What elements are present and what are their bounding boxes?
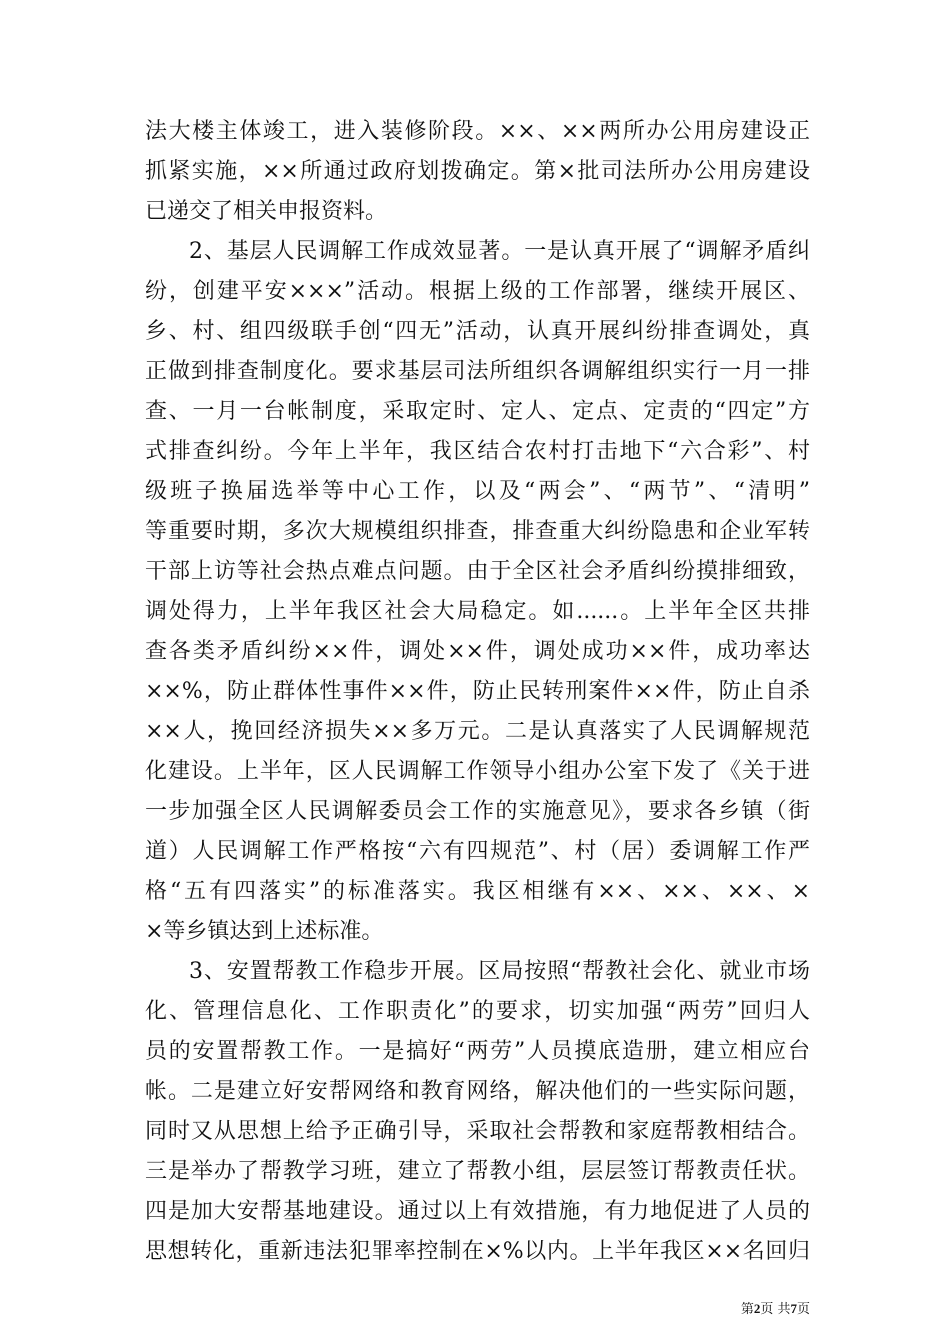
paragraph-start-line: 2、基层人民调解工作成效显著。一是认真开展了“调解矛盾纠 (189, 239, 810, 264)
text-line: 纷，创建平安×××”活动。根据上级的工作部署，继续开展区、 (145, 279, 810, 304)
text-line: 法大楼主体竣工，进入装修阶段。××、××两所办公用房建设正 (145, 119, 810, 144)
text-line: 查、一月一台帐制度，采取定时、定人、定点、定责的“四定”方 (145, 399, 810, 424)
text-line: 员的安置帮教工作。一是搞好“两劳”人员摸底造册，建立相应台 (145, 1039, 810, 1064)
text-line: 化建设。上半年，区人民调解工作领导小组办公室下发了《关于进 (145, 759, 810, 784)
footer-prefix: 第 (740, 1302, 754, 1317)
text-line: 已递交了相关申报资料。 (145, 199, 388, 224)
text-line: 三是举办了帮教学习班，建立了帮教小组，层层签订帮教责任状。 (145, 1159, 810, 1184)
text-line: 四是加大安帮基地建设。通过以上有效措施，有力地促进了人员的 (145, 1199, 810, 1224)
text-line: 一步加强全区人民调解委员会工作的实施意见》，要求各乡镇（街 (145, 799, 810, 824)
text-line: 式排查纠纷。今年上半年，我区结合农村打击地下“六合彩”、村 (145, 439, 810, 464)
text-line: ×等乡镇达到上述标准。 (145, 919, 384, 944)
footer-middle: 页 共 (760, 1302, 791, 1317)
text-line: 正做到排查制度化。要求基层司法所组织各调解组织实行一月一排 (145, 359, 810, 384)
text-line: 格“五有四落实”的标准落实。我区相继有××、××、××、× (145, 879, 810, 904)
text-line: 化、管理信息化、工作职责化”的要求，切实加强“两劳”回归人 (145, 999, 810, 1024)
text-line: 等重要时期，多次大规模组织排查，排查重大纠纷隐患和企业军转 (145, 519, 810, 544)
page-number-footer (706, 1298, 810, 1320)
text-line: ××%，防止群体性事件××件，防止民转刑案件××件，防止自杀 (145, 679, 810, 704)
text-line: 查各类矛盾纠纷××件，调处××件，调处成功××件，成功率达 (145, 639, 810, 664)
total-page-number: 7 (790, 1301, 797, 1316)
text-line: 思想转化，重新违法犯罪率控制在×%以内。上半年我区××名回归 (145, 1239, 810, 1264)
text-line: 道）人民调解工作严格按“六有四规范”、村（居）委调解工作严 (145, 839, 810, 864)
text-line: 同时又从思想上给予正确引导，采取社会帮教和家庭帮教相结合。 (145, 1119, 810, 1144)
current-page-number: 2 (753, 1301, 761, 1316)
text-line: 调处得力，上半年我区社会大局稳定。如......。上半年全区共排 (145, 599, 810, 624)
text-line: 级班子换届选举等中心工作，以及“两会”、“两节”、“清明” (145, 479, 810, 504)
footer-suffix: 页 (796, 1302, 810, 1317)
text-line: ××人，挽回经济损失××多万元。二是认真落实了人民调解规范 (145, 719, 810, 744)
text-line: 乡、村、组四级联手创“四无”活动，认真开展纠纷排查调处，真 (145, 319, 810, 344)
text-line: 干部上访等社会热点难点问题。由于全区社会矛盾纠纷摸排细致， (145, 559, 810, 584)
paragraph-start-line: 3、安置帮教工作稳步开展。区局按照“帮教社会化、就业市场 (189, 959, 810, 984)
text-line: 帐。二是建立好安帮网络和教育网络，解决他们的一些实际问题， (145, 1079, 810, 1104)
text-line: 抓紧实施，××所通过政府划拨确定。第×批司法所办公用房建设 (145, 159, 810, 184)
